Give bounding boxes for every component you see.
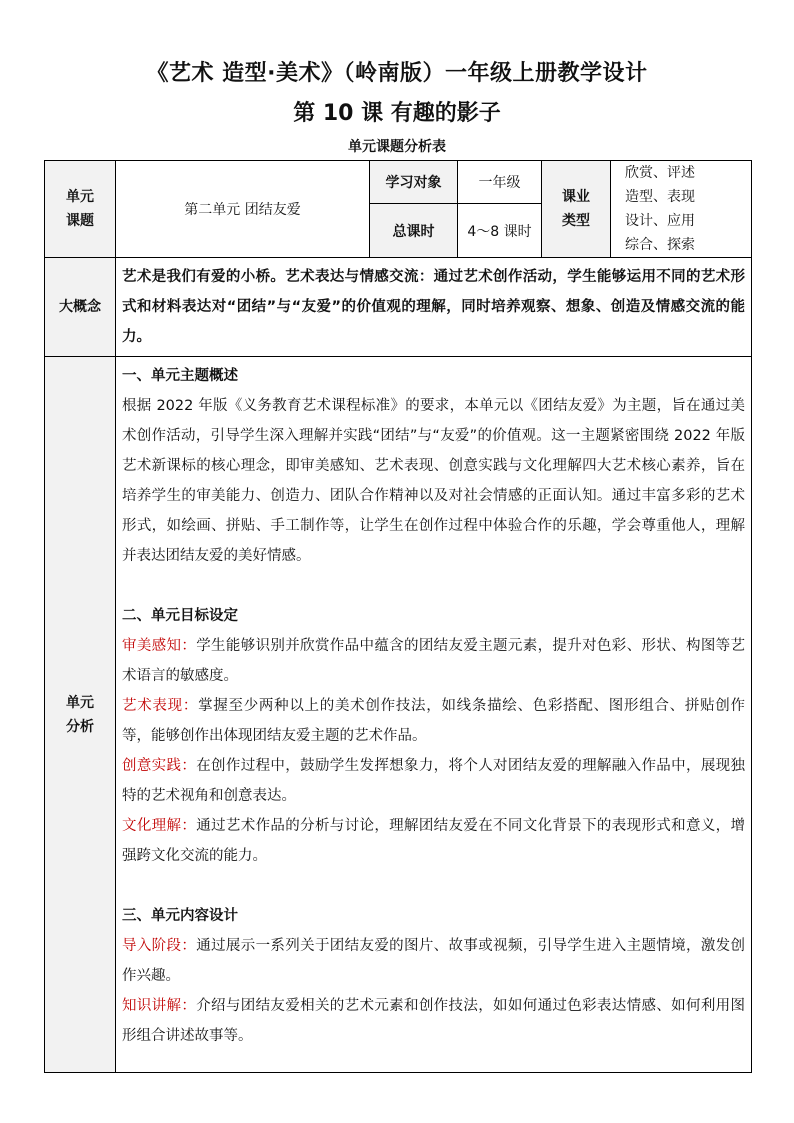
content-key: 知识讲解：	[122, 998, 197, 1014]
goal-text: 掌握至少两种以上的美术创作技法，如线条描绘、色彩搭配、图形组合、拼贴创作等，能够创作出体现团结友爱主题的艺术作品。	[122, 698, 745, 744]
goal-key: 艺术表现：	[122, 698, 199, 714]
section-paragraph: 根据 2022 年版《义务教育艺术课程标准》的要求，本单元以《团结友爱》为主题，旨在通过美术创作活动，引导学生深入理解并实践“团结”与“友爱”的价值观。这一主题紧密围绕 2022 年版艺术新课标的核心理念，即审美感知、艺术表现、创意实践与文化理解四大艺术核心素养，旨在培养学生的审美能力、创造力、团队合作精神以及对社会情感的正面认知。通过丰富多彩的艺术形式，如绘画、拼贴、手工制作等，让学生在创作过程中体验合作的乐趣，学会尊重他人，理解并表达团结友爱的美好情感。	[122, 398, 745, 564]
course-type-label: 课业 类型	[542, 161, 611, 258]
total-hours-label: 总课时	[370, 204, 458, 258]
big-concept-label: 大概念	[45, 258, 116, 357]
goal-text: 学生能够识别并欣赏作品中蕴含的团结友爱主题元素，提升对色彩、形状、构图等艺术语言的敏感度。	[122, 638, 746, 684]
document-title: 《艺术 造型·美术》（岭南版）一年级上册教学设计	[146, 61, 648, 86]
section-heading: 二、单元目标设定	[122, 608, 238, 624]
table-caption: 单元课题分析表	[348, 139, 446, 155]
study-object-label: 学习对象	[370, 161, 458, 204]
goal-item	[122, 811, 745, 871]
total-hours-value: 4～8 课时	[458, 204, 542, 258]
goal-item	[122, 751, 745, 811]
big-concept-text: 艺术是我们有爱的小桥。艺术表达与情感交流：通过艺术创作活动，学生能够运用不同的艺术形式和材料表达对“团结”与“友爱”的价值观的理解，同时培养观察、想象、创造及情感交流的能力。	[116, 258, 752, 357]
content-key: 导入阶段：	[122, 938, 197, 954]
unit-analysis-label: 单元 分析	[45, 357, 116, 1073]
goal-text: 通过艺术作品的分析与讨论，理解团结友爱在不同文化背景下的表现形式和意义，增强跨文化交流的能力。	[122, 818, 746, 864]
unit-analysis-body	[116, 357, 752, 1073]
content-text: 介绍与团结友爱相关的艺术元素和创作技法，如如何通过色彩表达情感、如何利用图形组合讲述故事等。	[122, 998, 746, 1044]
content-item	[122, 991, 745, 1051]
content-text: 通过展示一系列关于团结友爱的图片、故事或视频，引导学生进入主题情境，激发创作兴趣。	[122, 938, 746, 984]
goal-key: 创意实践：	[122, 758, 197, 774]
unit-topic-label: 单元 课题	[45, 161, 116, 258]
content-item	[122, 931, 745, 991]
study-object-value: 一年级	[458, 161, 542, 204]
goal-item	[122, 691, 745, 751]
goal-item	[122, 631, 745, 691]
course-type-list: 欣赏、评述 造型、表现 设计、应用 综合、探索	[611, 161, 752, 258]
goal-key: 审美感知：	[122, 638, 197, 654]
unit-topic-value: 第二单元 团结友爱	[116, 161, 370, 258]
section-heading: 一、单元主题概述	[122, 368, 238, 384]
lesson-title: 第 10 课 有趣的影子	[293, 101, 501, 126]
section-heading: 三、单元内容设计	[122, 908, 238, 924]
unit-analysis-table	[44, 160, 752, 1073]
goal-text: 在创作过程中，鼓励学生发挥想象力，将个人对团结友爱的理解融入作品中，展现独特的艺术视角和创意表达。	[122, 758, 746, 804]
goal-key: 文化理解：	[122, 818, 197, 834]
